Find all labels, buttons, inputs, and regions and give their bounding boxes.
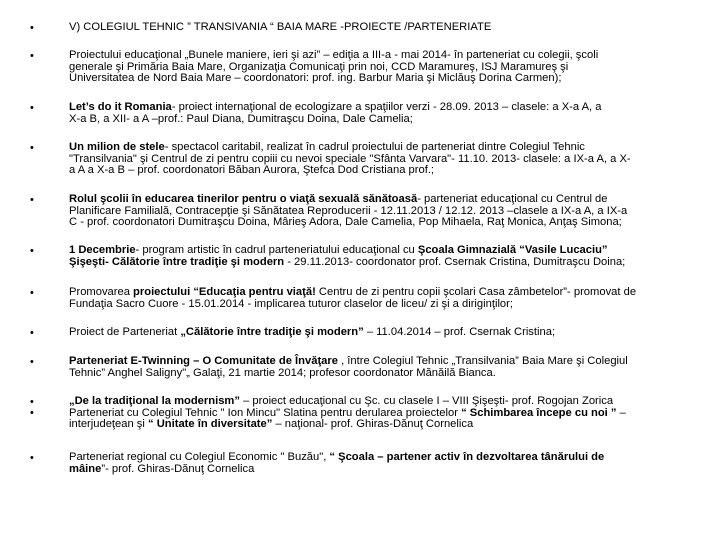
- text-run: Tehnic” Anghel Saligny"„ Galaţi, 21 martie 2014; profesor coordonator Mănăilă Bianca.: [69, 366, 496, 379]
- text-run: Promovarea: [69, 286, 134, 298]
- text-line: [69, 419, 681, 431]
- text-line: [69, 464, 681, 476]
- text-run: – proiect educaţional cu Şc. cu clasele I – VIII Şişeşti- prof. Rogojan Zorica: [239, 395, 614, 407]
- text-run: Proiectului educaţional „Bunele maniere, ieri şi azi” – ediţia a III-a - mai 2014- în parteneriat cu colegii, şcoli: [69, 49, 599, 61]
- text-run: Fundaţia Sacro Cuore - 15.01.2014 - implicarea tuturor claselor de liceu/ zi şi a diriginţilor;: [69, 297, 513, 310]
- bold-text: Parteneriat E-Twinning – O Comunitate de Învăţare: [69, 355, 342, 367]
- text-run: "Transilvania" şi Centrul de zi pentru copiii cu nevoi speciale "Sfânta Varvara"- 11.10. 2013- clasele: a IX-a A, a X-: [69, 152, 631, 165]
- text-run: - program artistic în cadrul parteneriatului educaţional cu: [135, 244, 418, 256]
- bullet-text: [69, 396, 681, 431]
- bullet-icon: •: [30, 102, 34, 114]
- text-run: - 29.11.2013- coordonator prof. Csernak Cristina, Dumitraşcu Doina;: [284, 255, 626, 268]
- text-run: , între Colegiul Tehnic „Transilvania” Baia Mare şi Colegiul: [341, 355, 628, 367]
- text-run: V) COLEGIUL TEHNIC ” TRANSIVANIA “ BAIA MARE -PROIECTE /PARTENERIATE: [69, 21, 492, 33]
- text-run: Proiect de Parteneriat: [69, 326, 181, 338]
- text-run: generale şi Primăria Baia Mare, Organizaţia Comunicaţi prin noi, CCD Maramureş, ISJ Maramureş şi: [69, 60, 569, 73]
- text-run: interjudeţean şi: [69, 418, 148, 431]
- text-run: – 11.04.2014 – prof. Csernak Cristina;: [363, 326, 556, 338]
- bold-text: proiectului “Educaţia pentru viaţă!: [133, 286, 316, 298]
- bold-text: 1 Decembrie: [69, 244, 136, 256]
- bold-text: “ Unitate în diversitate”: [148, 418, 273, 431]
- bullet-text: [69, 452, 681, 475]
- text-run: –: [616, 406, 626, 419]
- text-line: [69, 217, 681, 229]
- bullet-text: [69, 327, 681, 339]
- bullet-text: [69, 356, 681, 379]
- text-run: Centru de zi pentru copii şcolari Casa zâmbetelor”- promovat de: [315, 286, 637, 298]
- text-line: [69, 327, 681, 339]
- text-run: – naţional- prof. Ghiras-Dănuţ Cornelica: [272, 418, 474, 431]
- text-run: Universitatea de Nord Baia Mare – coordonatori: prof. ing. Barbur Maria şi Miclăuş Dorina Carmen);: [69, 72, 562, 85]
- text-run: Planificare Familială, Contracepţie şi Sănătatea Reproducerii - 12.11.2013 / 12.12. 2013 –clasele a IX-a A, a IX-a: [69, 204, 628, 217]
- bullet-text: [69, 102, 681, 125]
- bullet-icon: •: [30, 396, 34, 408]
- bullet-text: [69, 287, 681, 310]
- text-line: [69, 73, 681, 85]
- bold-text: Un milion de stele: [69, 141, 165, 153]
- text-line: [69, 165, 681, 177]
- bold-text: Şcoala Gimnazială “Vasile Lucaciu”: [417, 244, 608, 256]
- bold-text: Rolul şcolii în educarea tinerilor pentru o viaţă sexuală sănătoasă: [69, 193, 418, 205]
- bullet-icon: •: [30, 452, 34, 464]
- text-run: a A a X-a B – prof. coordonatori Băban Aurora, Ştefca Dod Cristiana prof.;: [69, 164, 435, 177]
- bullet-text: [69, 22, 681, 34]
- text-run: C - prof. coordonatori Dumitraşcu Doina, Mârieş Adora, Dale Camelia, Pop Mihaela, Raţ Monica, Anţaş Simona;: [69, 216, 622, 229]
- bullet-icon: •: [30, 407, 34, 419]
- text-run: Parteneriat regional cu Colegiul Economic " Buzău",: [69, 451, 330, 463]
- bullet-text: [69, 142, 681, 177]
- bold-text: “ Schimbarea începe cu noi ”: [461, 406, 617, 419]
- bullet-icon: •: [30, 194, 34, 206]
- text-run: ”- prof. Ghiras-Dănuţ Cornelica: [101, 462, 255, 475]
- bold-text: „De la tradiţional la modernism”: [69, 395, 240, 407]
- bold-text: “ Şcoala – partener activ în dezvoltarea tânărului de: [329, 451, 605, 463]
- text-run: Parteneriat cu Colegiul Tehnic " Ion Mincu" Slatina pentru derularea proiectelor: [69, 406, 462, 419]
- bold-text: „Călătorie între tradiţie şi modern”: [180, 326, 364, 338]
- text-line: [69, 114, 681, 126]
- text-line: [69, 257, 681, 269]
- bold-text: Let’s do it Romania: [69, 101, 172, 113]
- bullet-text: [69, 245, 681, 268]
- text-line: [69, 368, 681, 380]
- text-run: - proiect internaţional de ecologizare a spaţiilor verzi - 28.09. 2013 – clasele: a X-a A, a: [171, 101, 602, 113]
- bold-text: Şişeşti- Călătorie între tradiţie şi modern: [69, 255, 285, 268]
- text-line: [69, 22, 681, 34]
- bullet-text: [69, 50, 681, 85]
- text-line: [69, 299, 681, 311]
- bullet-icon: •: [30, 22, 34, 34]
- bullet-icon: •: [30, 287, 34, 299]
- bullet-icon: •: [30, 50, 34, 62]
- bold-text: mâine: [69, 462, 102, 475]
- text-run: - spectacol caritabil, realizat în cadrul proiectului de parteneriat dintre Colegiul Tehnic: [164, 141, 585, 153]
- bullet-icon: •: [30, 327, 34, 339]
- text-run: - parteneriat educaţional cu Centrul de: [417, 193, 608, 205]
- bullet-text: [69, 194, 681, 229]
- bullet-icon: •: [30, 245, 34, 257]
- bullet-icon: •: [30, 142, 34, 154]
- text-run: X-a B, a XII- a A –prof.: Paul Diana, Dumitraşcu Doina, Dale Camelia;: [69, 112, 413, 125]
- bullet-icon: •: [30, 356, 34, 368]
